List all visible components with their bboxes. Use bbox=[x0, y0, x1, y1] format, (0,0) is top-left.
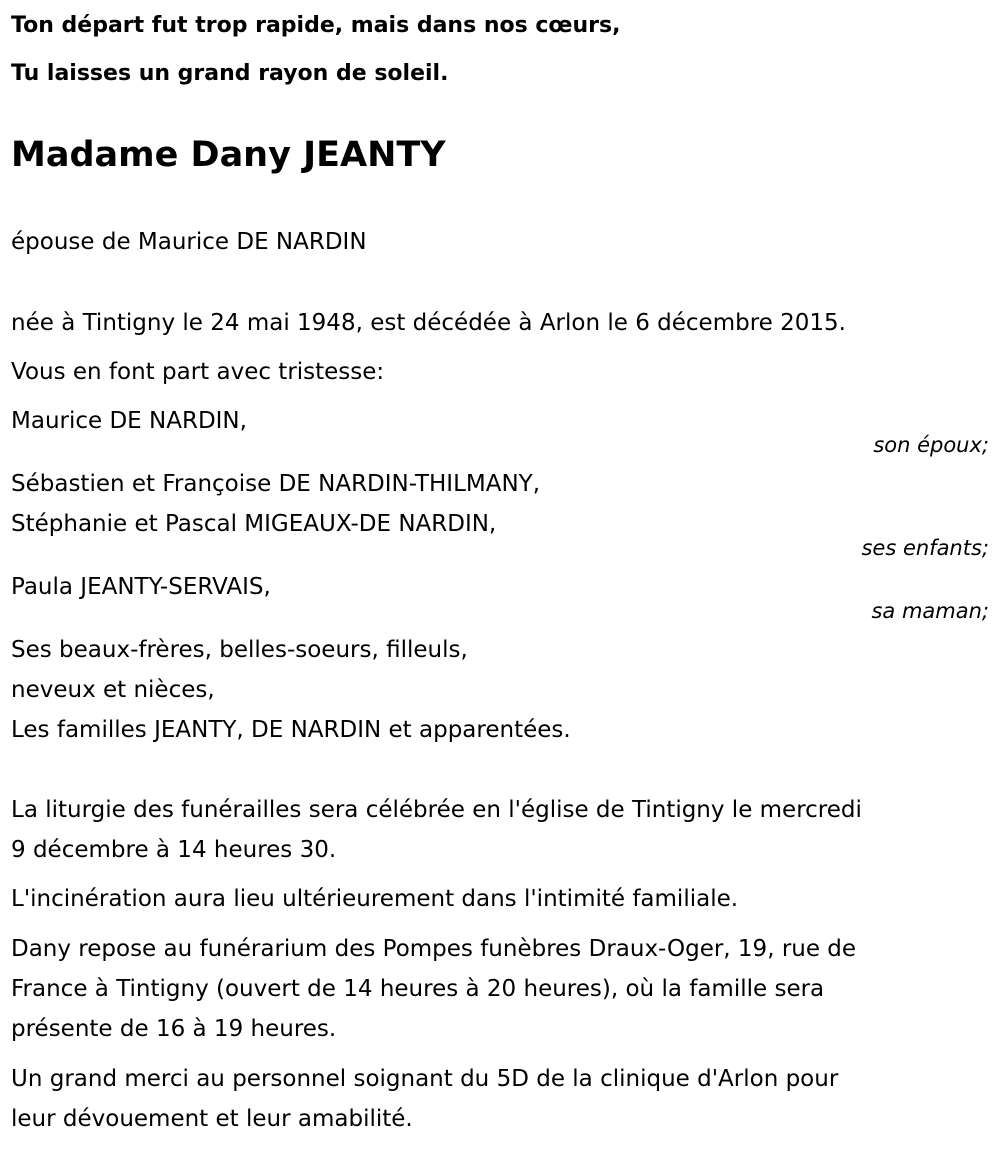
family-others-line-3: Les familles JEANTY, DE NARDIN et apparentées. bbox=[11, 717, 571, 743]
family-others-line-2: neveux et nièces, bbox=[11, 677, 215, 703]
spouse-line: épouse de Maurice DE NARDIN bbox=[11, 229, 367, 255]
thanks-line-2: leur dévouement et leur amabilité. bbox=[11, 1106, 413, 1132]
announcement-intro: Vous en font part avec tristesse: bbox=[11, 359, 385, 385]
relation-children: ses enfants; bbox=[861, 536, 989, 560]
thanks-line-1: Un grand merci au personnel soignant du 5D de la clinique d'Arlon pour bbox=[11, 1066, 839, 1092]
relation-mother: sa maman; bbox=[871, 599, 989, 623]
relation-spouse: son époux; bbox=[873, 433, 989, 457]
family-member-mother: Paula JEANTY-SERVAIS, bbox=[11, 574, 271, 600]
family-others-line-1: Ses beaux-frères, belles-soeurs, filleuls, bbox=[11, 637, 468, 663]
cremation-line: L'incinération aura lieu ultérieurement dans l'intimité familiale. bbox=[11, 886, 739, 912]
deceased-name: Madame Dany JEANTY bbox=[11, 135, 446, 175]
funerarium-line-3: présente de 16 à 19 heures. bbox=[11, 1016, 337, 1042]
birth-death-line: née à Tintigny le 24 mai 1948, est décédée à Arlon le 6 décembre 2015. bbox=[11, 310, 846, 336]
liturgy-line-2: 9 décembre à 14 heures 30. bbox=[11, 837, 337, 863]
family-member-spouse: Maurice DE NARDIN, bbox=[11, 408, 247, 434]
obituary-notice bbox=[11, 0, 989, 1150]
liturgy-line-1: La liturgie des funérailles sera célébrée en l'église de Tintigny le mercredi bbox=[11, 797, 862, 823]
poem-line-2: Tu laisses un grand rayon de soleil. bbox=[11, 61, 449, 86]
family-member-child-2: Stéphanie et Pascal MIGEAUX-DE NARDIN, bbox=[11, 511, 497, 537]
funerarium-line-2: France à Tintigny (ouvert de 14 heures à 20 heures), où la famille sera bbox=[11, 976, 825, 1002]
family-member-child-1: Sébastien et Françoise DE NARDIN-THILMANY, bbox=[11, 471, 541, 497]
poem-line-1: Ton départ fut trop rapide, mais dans nos cœurs, bbox=[11, 13, 621, 38]
funerarium-line-1: Dany repose au funérarium des Pompes funèbres Draux-Oger, 19, rue de bbox=[11, 936, 857, 962]
